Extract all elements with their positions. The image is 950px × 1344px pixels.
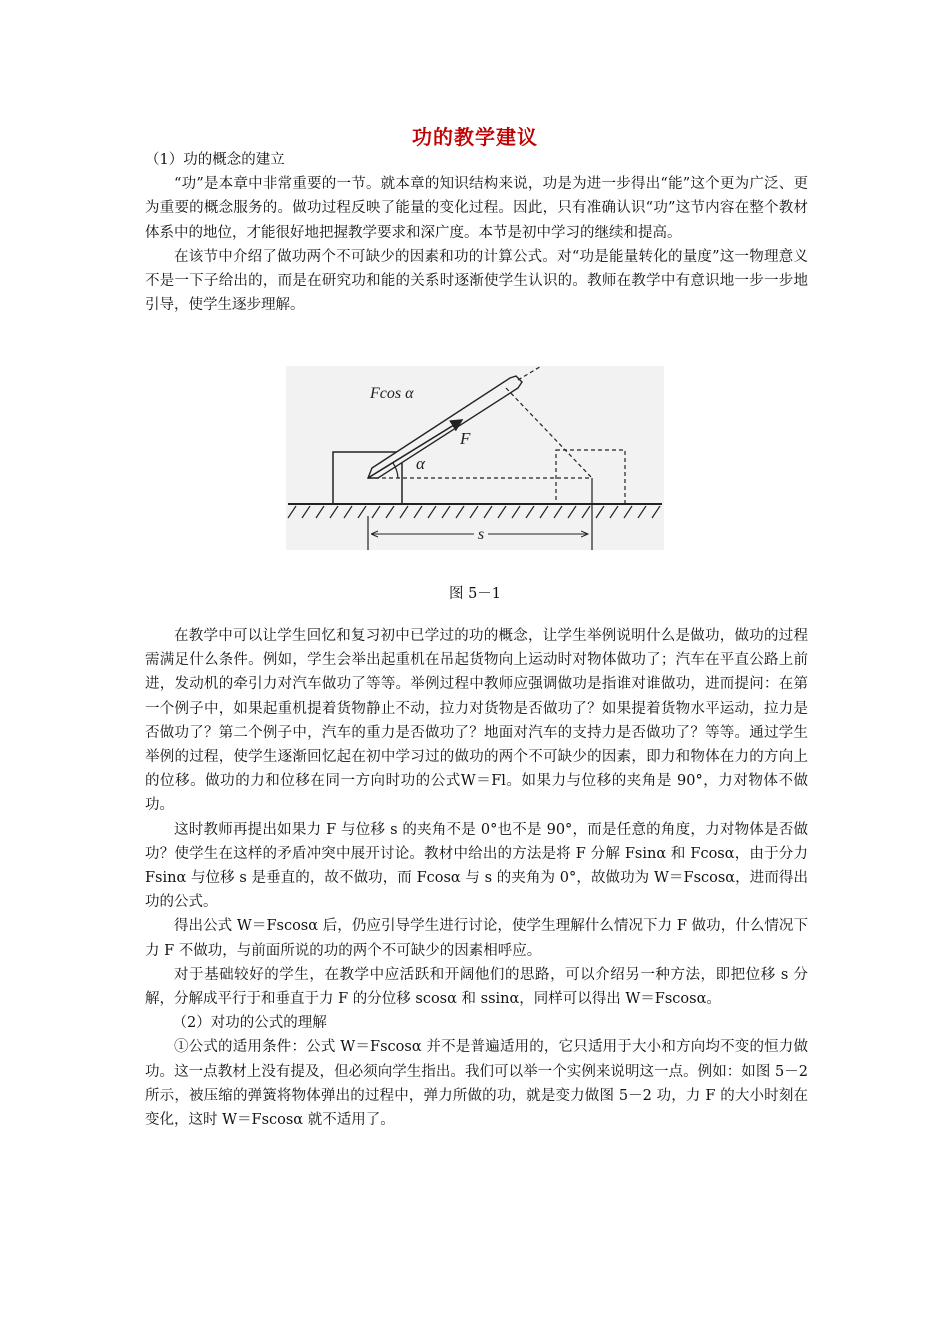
section-heading-1: （1）功的概念的建立	[145, 152, 285, 168]
paragraph: 得出公式 W＝Fscosα 后，仍应引导学生进行讨论，使学生理解什么情况下力 F 做功，什么情况下力 F 不做功，与前面所说的功的两个不可缺少的因素相呼应。	[145, 918, 808, 959]
text-block-top	[145, 148, 808, 317]
paragraph: “功”是本章中非常重要的一节。就本章的知识结构来说，功是为进一步得出“能”这个更为广泛、更为重要的概念服务的。做功过程反映了能量的变化过程。因此，只有准确认识“功”这节内容在整个教材体系中的地位，才能很好地把握教学要求和深广度。本节是初中学习的继续和提高。	[145, 176, 808, 241]
document-title: 功的教学建议	[412, 125, 538, 149]
label-f: F	[460, 429, 471, 448]
section-heading-2: （2）对功的公式的理解	[172, 1015, 327, 1032]
label-s: s	[477, 526, 485, 543]
figure-caption: 图 5－1	[448, 586, 502, 602]
paragraph: 对于基础较好的学生，在教学中应活跃和开阔他们的思路，可以介绍另一种方法，即把位移 s 分解，分解成平行于和垂直于力 F 的分位移 scosα 和 ssinα，同样可以得出 W＝Fscosα。	[145, 966, 808, 1008]
paragraph: 在该节中介绍了做功两个不可缺少的因素和功的计算公式。对“功是能量转化的量度”这一物理意义不是一下子给出的，而是在研究功和能的关系时逐渐使学生认识的。教师在教学中有意识地一步一步地引导，使学生逐步理解。	[145, 248, 808, 314]
paragraph: 在教学中可以让学生回忆和复习初中已学过的功的概念，让学生举例说明什么是做功，做功的过程需满足什么条件。例如，学生会举出起重机在吊起货物向上运动时对物体做功了；汽车在平直公路上前进，发动机的牵引力对汽车做功了等等。举例过程中教师应强调做功是指谁对谁做功，进而提问：在第一个例子中，如果起重机提着货物静止不动，拉力对货物是否做功了？如果提着货物水平运动，拉力是否做功了？第二个例子中，汽车的重力是否做功了？地面对汽车的支持力是否做功了？等等。通过学生举例的过程，使学生逐渐回忆起在初中学习过的做功的两个不可缺少的因素，即力和物体在力的方向上的位移。做功的力和位移在同一方向时功的公式W＝Fl。如果力与位移的夹角是 90°，力对物体不做功。	[145, 628, 808, 814]
force-diagram-figure	[286, 366, 664, 550]
label-alpha: α	[416, 454, 425, 473]
paragraph: ①公式的适用条件：公式 W＝Fscosα 并不是普遍适用的，它只适用于大小和方向均不变的恒力做功。这一点教材上没有提及，但必须向学生指出。我们可以举一个实例来说明这一点。例如：如图 5－2 所示，被压缩的弹簧将物体弹出的过程中，弹力所做的功，就是变力做图 5－2 功，力 F 的大小时刻在变化，这时 W＝Fscosα 就不适用了。	[145, 1039, 808, 1129]
label-fcos: Fcos α	[370, 385, 414, 402]
paragraph: 这时教师再提出如果力 F 与位移 s 的夹角不是 0°也不是 90°，而是任意的角度，力对物体是否做功？使学生在这样的矛盾冲突中展开讨论。教材中给出的方法是将 F 分解 Fsinα 和 Fcosα，由于分力 Fsinα 与位移 s 是垂直的，故不做功，而 Fcosα 与 s 的夹角为 0°，故做功为 W＝Fscosα，进而得出功的公式。	[145, 821, 808, 911]
figure-background	[286, 366, 664, 550]
text-block-bottom	[145, 624, 808, 1132]
